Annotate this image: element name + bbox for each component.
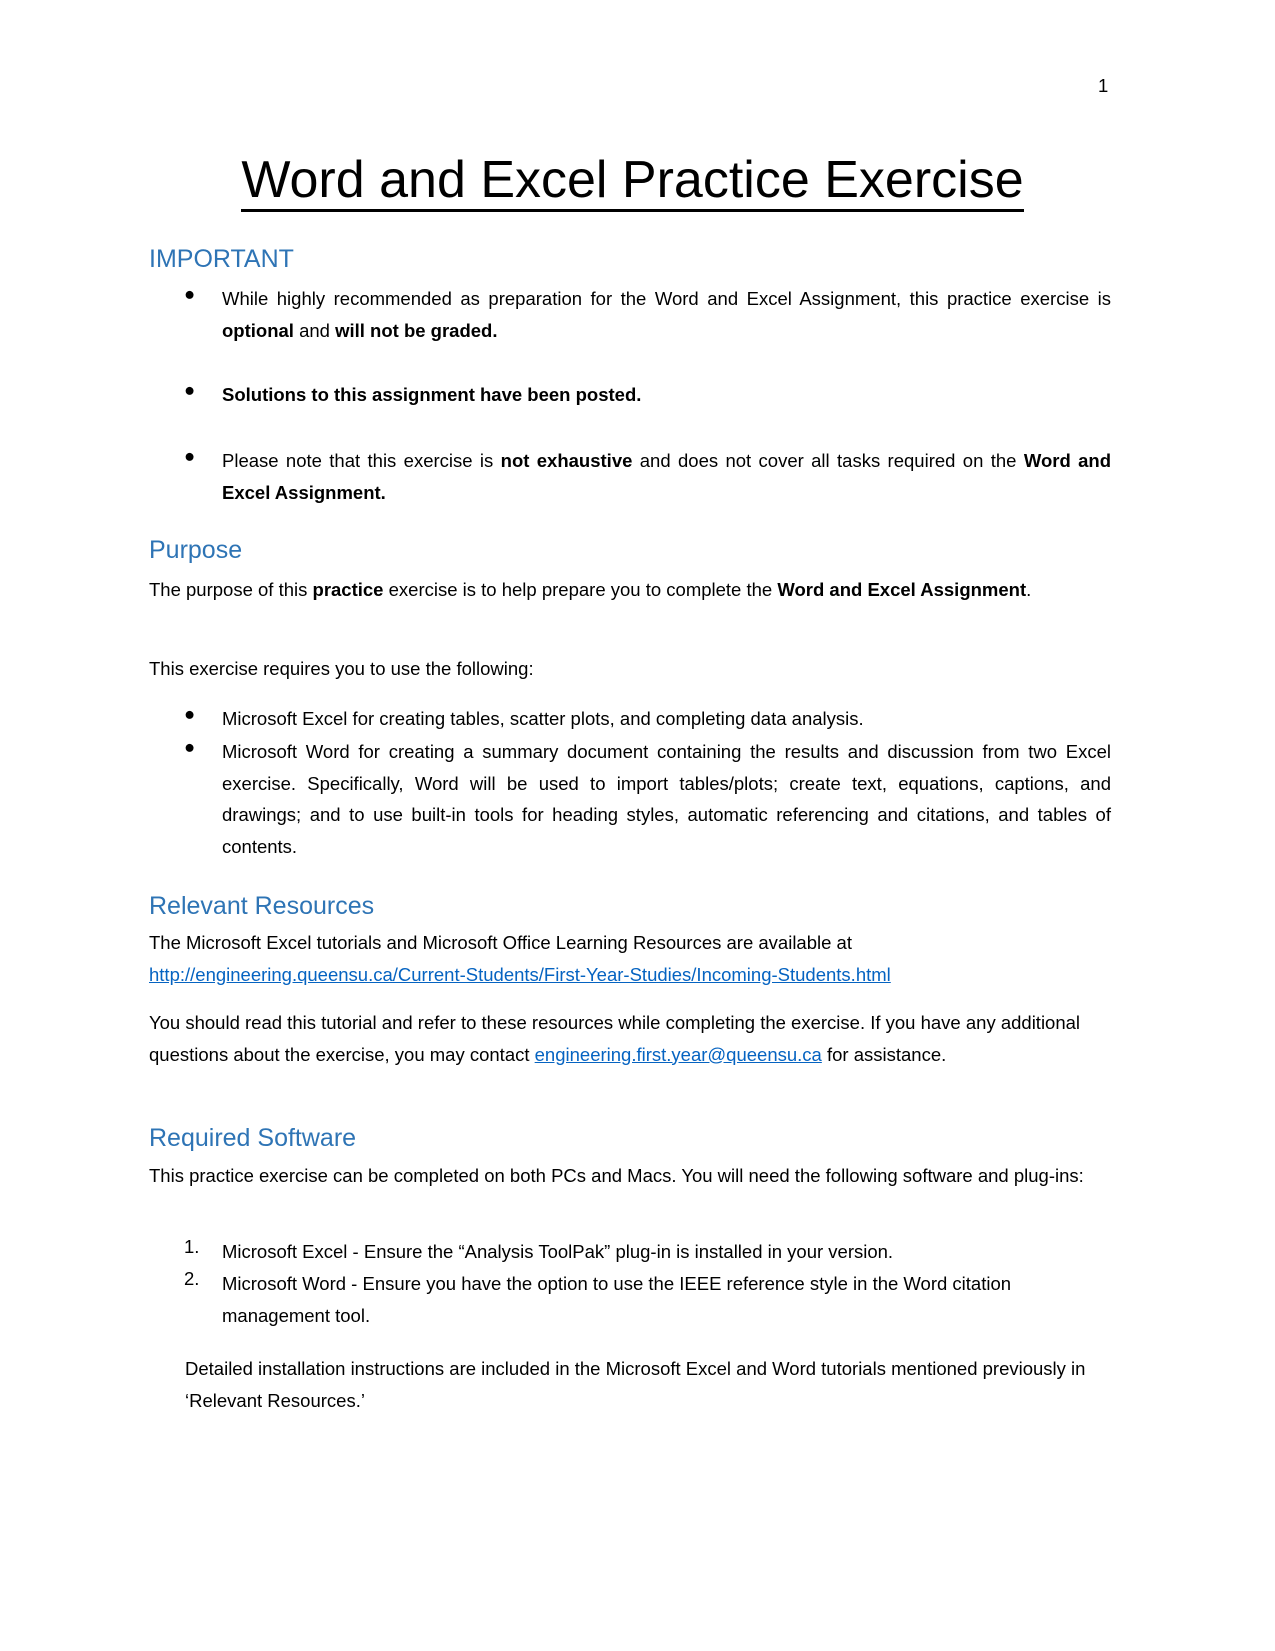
list-item: While highly recommended as preparation for the Word and Excel Assignment, this practice exercise is optional and will not be graded.: [222, 288, 1111, 341]
list-item: Microsoft Word for creating a summary document containing the results and discussion from two Excel exercise. Specifically, Word will be used to import tables/plots; create text, equations, captions, and drawings; and to use built-in tools for heading styles, automatic referencing and citations, and tables of contents.: [222, 741, 1111, 857]
list-item: Please note that this exercise is not exhaustive and does not cover all tasks required on the Word and Excel Assignment.: [222, 450, 1111, 503]
paragraph: The Microsoft Excel tutorials and Microsoft Office Learning Resources are available at http://engineering.queensu.ca/Current-Students/First-Year-Studies/Incoming-Students.html: [149, 932, 891, 985]
bullet-icon: ●: [184, 445, 196, 466]
document-title: Word and Excel Practice Exercise: [241, 151, 1023, 212]
paragraph: Detailed installation instructions are included in the Microsoft Excel and Word tutorials mentioned previously in ‘Relevant Resources.’: [185, 1358, 1086, 1411]
paragraph: The purpose of this practice exercise is to help prepare you to complete the Word and Excel Assignment.: [149, 579, 1032, 600]
heading-purpose: Purpose: [149, 536, 243, 564]
list-item: Solutions to this assignment have been posted.: [222, 384, 642, 405]
list-item: Microsoft Excel - Ensure the “Analysis ToolPak” plug-in is installed in your version.: [222, 1241, 894, 1262]
bullet-icon: ●: [184, 703, 196, 724]
heading-important: IMPORTANT: [149, 245, 294, 273]
list-item: Microsoft Excel for creating tables, scatter plots, and completing data analysis.: [222, 708, 864, 729]
paragraph: You should read this tutorial and refer to these resources while completing the exercise. If you have any additional questions about the exercise, you may contact engineering.first.year@queensu.ca for assistance.: [149, 1012, 1081, 1065]
bullet-icon: ●: [184, 283, 196, 304]
bullet-icon: ●: [184, 736, 196, 757]
page-number: 1: [1098, 75, 1109, 96]
list-number: 2.: [184, 1268, 200, 1289]
resources-link[interactable]: http://engineering.queensu.ca/Current-Students/First-Year-Studies/Incoming-Students.html: [149, 963, 891, 985]
email-link[interactable]: engineering.first.year@queensu.ca: [534, 1043, 822, 1065]
heading-relevant-resources: Relevant Resources: [149, 892, 375, 920]
paragraph: This exercise requires you to use the following:: [149, 658, 534, 679]
heading-required-software: Required Software: [149, 1124, 357, 1152]
list-item: Microsoft Word - Ensure you have the option to use the IEEE reference style in the Word citation management tool.: [222, 1273, 1012, 1326]
list-number: 1.: [184, 1236, 200, 1257]
bullet-icon: ●: [184, 379, 196, 400]
paragraph: This practice exercise can be completed on both PCs and Macs. You will need the following software and plug-ins:: [149, 1165, 1084, 1186]
